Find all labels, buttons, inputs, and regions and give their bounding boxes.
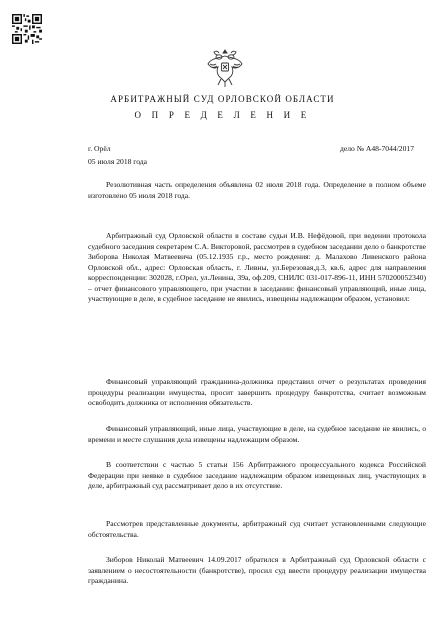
- paragraph-petition: Зиборов Николай Матвеевич 14.09.2017 обратился в Арбитражный суд Орловской области с заявлением о несостоятельности (банкротстве), просил суд ввести процедуру реализации имущества гражданина.: [88, 555, 426, 585]
- coat-of-arms-icon: [205, 46, 245, 90]
- city: г. Орёл: [88, 144, 111, 153]
- case-number: дело № А48-7044/2017: [340, 144, 414, 153]
- decision-date: 05 июля 2018 года: [88, 157, 148, 166]
- resolution-note: Резолютивная часть определения объявлена 02 июля 2018 года. Определение в полном объеме изготовлено 05 июля 2018 года.: [88, 180, 426, 200]
- paragraph-report: Финансовый управляющий гражданина-должника представил отчет о результатах проведения процедуры реализации имущества, просит завершить процедуру банкротства, считает возможным освободить должника от исполнения обязательств.: [88, 377, 426, 407]
- document-type: О П Р Е Д Е Л Е Н И Е: [134, 110, 311, 120]
- paragraph-law: В соответствии с частью 5 статьи 156 Арбитражного процессуального кодекса Российской Федерации при неявке в судебное заседание надлежащим образом извещенных лиц, участвующих в деле, арбитражный суд рассматривает дело в их отсутствие.: [88, 460, 426, 490]
- paragraph-absence: Финансовый управляющий, иные лица, участвующие в деле, на судебное заседание не явились, о времени и месте слушания дела извещены надлежащим образом.: [88, 424, 426, 444]
- court-name: АРБИТРАЖНЫЙ СУД ОРЛОВСКОЙ ОБЛАСТИ: [110, 94, 335, 104]
- paragraph-intro: Арбитражный суд Орловской области в составе судьи И.В. Нефёдовой, при ведении протокола судебного заседания секретарем С.А. Викторовой, рассмотрев в судебном заседании дело о банкротстве Зиборова Николая Матвеевича (05.12.1935 г.р., место рождения: д. Малахово Ливенского района Орловской обл., адрес: Орловская область, г. Ливны, ул.Березовая,д.3, кв.6, адрес для направления корреспонденции: 302028, г.Орел, ул.Ленина, 39а, оф.209, СНИЛС 031-017-896-11, ИНН 570200052340) – отчет финансового управляющего, при участии в заседании: финансовый управляющий, иные лица, участвующие в деле, в судебное заседание не явились, извещены надлежащим образом, установил:: [88, 231, 426, 303]
- paragraph-documents: Рассмотрев представленные документы, арбитражный суд считает установленными следующие обстоятельства.: [88, 519, 426, 539]
- qr-code-icon: [12, 14, 42, 44]
